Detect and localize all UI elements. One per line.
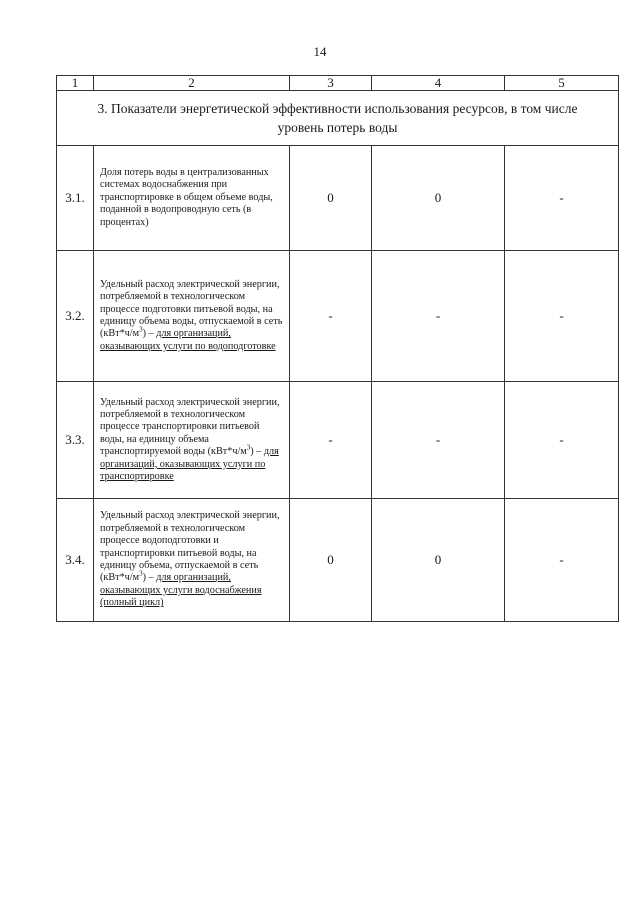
row-description <box>94 499 290 622</box>
row-description-text: Удельный расход электрической энергии, потребляемой в технологическом процессе водоподготовки и транспортировки питьевой воды, на единицу объема, отпускаемой в сеть (кВт*ч/м <box>100 510 280 584</box>
section-title: 3. Показатели энергетической эффективности использования ресурсов, в том числе уровень потерь воды <box>57 91 619 146</box>
row-value-col3: 0 <box>290 499 372 622</box>
row-description-text: Удельный расход электрической энергии, потребляемой в технологическом процессе транспортировки питьевой воды, на единицу объема транспортируемой воды (кВт*ч/м <box>100 396 280 458</box>
row-number: 3.2. <box>57 251 94 382</box>
row-description-text: Удельный расход электрической энергии, потребляемой в технологическом процессе подготовки питьевой воды, на единицу объема воды, отпускаемой в сеть (кВт*ч/м <box>100 278 283 340</box>
table-row <box>57 382 619 499</box>
row-value-col4: 0 <box>372 146 505 251</box>
row-description-dash: ) – <box>250 446 264 458</box>
row-number: 3.3. <box>57 382 94 499</box>
header-cell-1: 1 <box>57 76 94 91</box>
row-number: 3.1. <box>57 146 94 251</box>
row-description-underlined: для организаций, оказывающих услуги водоснабжения (полный цикл) <box>100 572 262 609</box>
superscript: 3 <box>139 570 143 579</box>
row-value-col5: - <box>505 499 619 622</box>
header-cell-3: 3 <box>290 76 372 91</box>
row-value-col3: 0 <box>290 146 372 251</box>
row-value-col4: - <box>372 251 505 382</box>
row-description <box>94 251 290 382</box>
indicators-table <box>56 75 619 622</box>
row-value-col4: - <box>372 382 505 499</box>
row-value-col3: - <box>290 382 372 499</box>
row-number: 3.4. <box>57 499 94 622</box>
row-description-dash: ) – <box>142 328 157 340</box>
header-cell-4: 4 <box>372 76 505 91</box>
table-row <box>57 499 619 622</box>
row-description: Доля потерь воды в централизованных системах водоснабжения при транспортировке в общем объеме воды, поданной в водопроводную сеть (в процентах) <box>94 146 290 251</box>
row-description-dash: ) – <box>142 572 157 584</box>
header-cell-5: 5 <box>505 76 619 91</box>
row-value-col5: - <box>505 146 619 251</box>
table-row <box>57 146 619 251</box>
superscript: 3 <box>246 443 251 452</box>
superscript: 3 <box>139 326 143 335</box>
row-value-col5: - <box>505 251 619 382</box>
row-value-col5: - <box>505 382 619 499</box>
row-value-col3: - <box>290 251 372 382</box>
table-row <box>57 251 619 382</box>
row-description-underlined: для организаций, оказывающих услуги по транспортировке <box>100 446 279 483</box>
section-row <box>57 91 619 146</box>
row-description-underlined: для организаций, оказывающих услуги по водоподготовке <box>100 328 276 352</box>
table-header-row <box>57 76 619 91</box>
header-cell-2: 2 <box>94 76 290 91</box>
row-description <box>94 382 290 499</box>
row-value-col4: 0 <box>372 499 505 622</box>
page-number: 14 <box>313 44 327 59</box>
